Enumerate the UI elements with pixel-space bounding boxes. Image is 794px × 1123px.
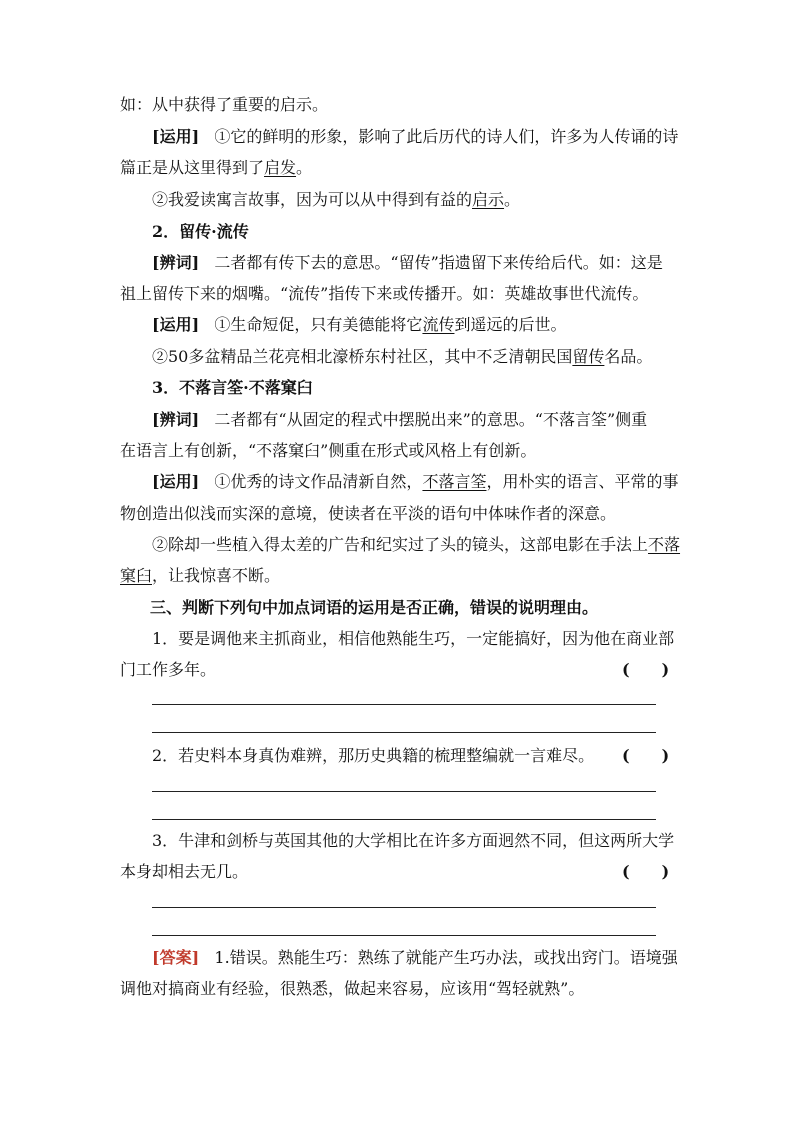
answer-line[interactable]	[152, 907, 656, 908]
usage-1-line-2: 篇正是从这里得到了启发。	[120, 158, 313, 177]
judgment-parentheses: ( )	[622, 746, 670, 765]
underlined-word: 不落言筌	[422, 472, 487, 491]
answer-paragraph: [答案] 1.错误。熟能生巧：熟练了就能产生巧办法，或找出窍门。语境强	[152, 948, 678, 967]
answer-line[interactable]	[152, 732, 656, 733]
question-2: 2．若史料本身真伪难辨，那历史典籍的梳理整编就一言难尽。	[152, 746, 595, 765]
paragraph-line: 如：从中获得了重要的启示。	[120, 95, 329, 114]
usage-1-line: [运用] ①优秀的诗文作品清新自然，不落言筌，用朴实的语言、平常的事	[152, 472, 679, 491]
answer-line[interactable]	[152, 819, 656, 820]
usage-1-line-2: 物创造出似浅而实深的意境，使读者在平淡的语句中体味作者的深意。	[120, 504, 617, 523]
usage-2-line: ②50多盆精品兰花亮相北濠桥东村社区，其中不乏清朝民国留传名品。	[152, 347, 653, 366]
question-3-line-2: 本身却相去无几。	[120, 862, 249, 881]
underlined-word: 留传	[572, 347, 605, 366]
underlined-word: 窠臼	[120, 566, 153, 585]
judgment-parentheses: ( )	[622, 862, 670, 881]
usage-1-line: [运用] ①它的鲜明的形象，影响了此后历代的诗人们，许多为人传诵的诗	[152, 127, 679, 146]
usage-tag: [运用]	[152, 472, 200, 491]
section-heading: 三、判断下列句中加点词语的运用是否正确，错误的说明理由。	[150, 598, 599, 617]
answer-line[interactable]	[152, 791, 656, 792]
underlined-word: 不落	[648, 535, 681, 554]
question-1: 1．要是调他来主抓商业，相信他熟能生巧，一定能搞好，因为他在商业部	[152, 629, 675, 648]
usage-2-line: ②除却一些植入得太差的广告和纪实过了头的镜头，这部电影在手法上不落	[152, 535, 681, 554]
usage-tag: [运用]	[152, 315, 200, 334]
usage-2-line-2: 窠臼，让我惊喜不断。	[120, 566, 281, 585]
word-pair-title: 3．不落言筌·不落窠臼	[152, 378, 313, 397]
word-pair-title: 2．留传·流传	[152, 222, 249, 241]
usage-tag: [运用]	[152, 127, 200, 146]
question-3: 3．牛津和剑桥与英国其他的大学相比在许多方面迥然不同，但这两所大学	[152, 831, 675, 850]
usage-1-line: [运用] ①生命短促，只有美德能将它流传到遥远的后世。	[152, 315, 567, 334]
distinguish-tag: [辨词]	[152, 253, 200, 272]
distinguish-line: [辨词] 二者都有“从固定的程式中摆脱出来”的意思。“不落言筌”侧重	[152, 410, 648, 429]
underlined-word: 启示	[472, 190, 505, 209]
judgment-parentheses: ( )	[622, 660, 670, 679]
question-1-line-2: 门工作多年。	[120, 660, 217, 679]
answer-paragraph-line-2: 调他对搞商业有经验，很熟悉，做起来容易，应该用“驾轻就熟”。	[120, 979, 585, 998]
underlined-word: 启发	[264, 158, 297, 177]
distinguish-line-2: 在语言上有创新，“不落窠臼”侧重在形式或风格上有创新。	[120, 441, 537, 460]
distinguish-line: [辨词] 二者都有传下去的意思。“留传”指遗留下来传给后代。如：这是	[152, 253, 663, 272]
underlined-word: 流传	[422, 315, 455, 334]
answer-tag: [答案]	[152, 948, 200, 967]
distinguish-line-2: 祖上留传下来的烟嘴。“流传”指传下来或传播开。如：英雄故事世代流传。	[120, 284, 649, 303]
answer-line[interactable]	[152, 935, 656, 936]
distinguish-tag: [辨词]	[152, 410, 200, 429]
answer-line[interactable]	[152, 704, 656, 705]
usage-2-line: ②我爱读寓言故事，因为可以从中得到有益的启示。	[152, 190, 521, 209]
